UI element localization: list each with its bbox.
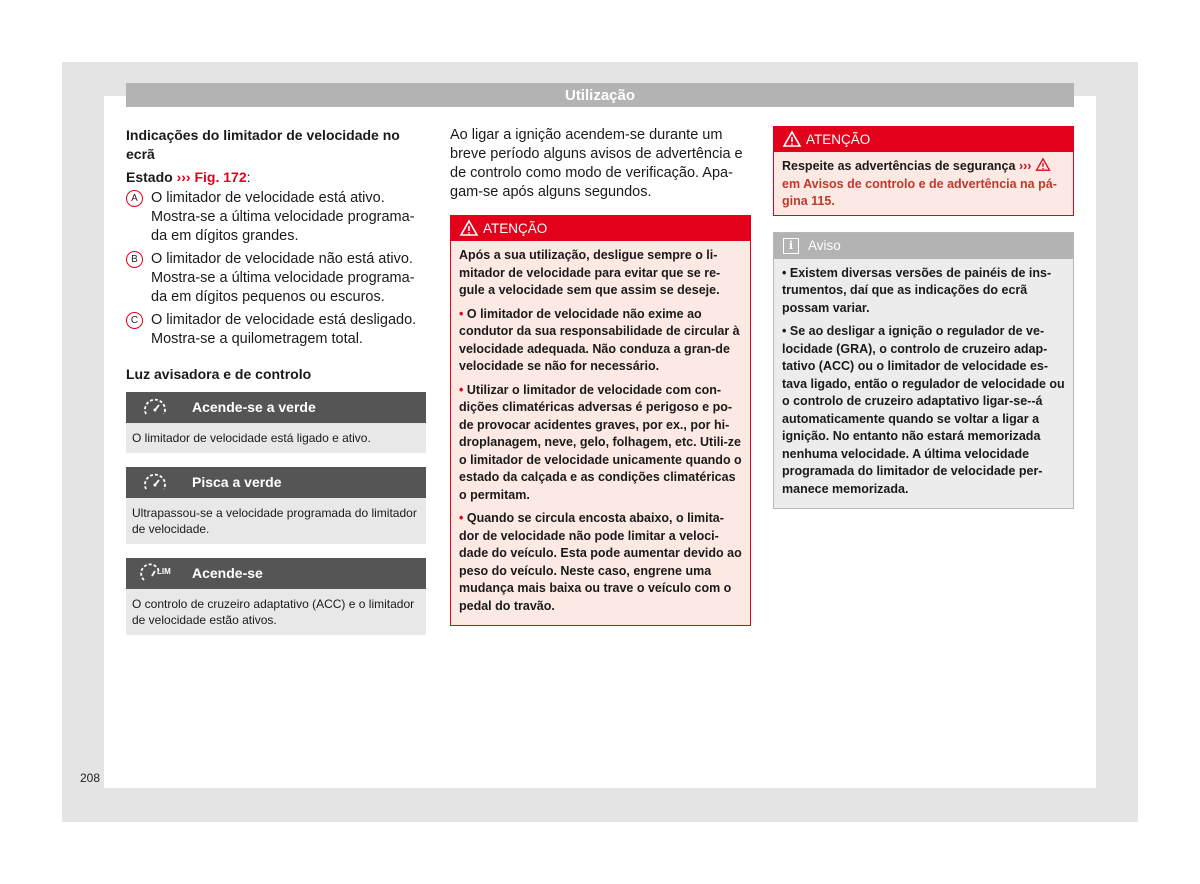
column-middle — [450, 126, 751, 626]
column-right — [773, 126, 1074, 509]
warning-box — [773, 126, 1074, 216]
badge-b: B — [126, 251, 143, 268]
speedometer-lim-icon — [142, 563, 171, 585]
warning-main-text: Respeite as advertências de segurança — [782, 159, 1016, 173]
intro-paragraph: Ao ligar a ignição acendem-se durante um breve período alguns avisos de advertência e de controlo como modo de verificação. Apa-gam-se após alguns segundos. — [450, 127, 743, 200]
speedometer-icon — [142, 397, 168, 419]
warning-bullet-text: Utilizar o limitador de velocidade com con-dições climatéricas adversas é perigoso e po-de provocar acidentes graves, por ex., por hi-droplanagem, neve, gelo, folhagem, etc. Utili-ze o limitador de velocidade unicamente quando o estado da calçada e as condições climatéricas o permitam. — [459, 382, 742, 502]
page-number: 208 — [80, 771, 101, 785]
note-box — [773, 232, 1074, 510]
warning-arrows: ››› — [1018, 159, 1032, 173]
warning-bullet — [459, 306, 742, 376]
warning-bullet — [459, 510, 742, 615]
estado-label: Estado — [126, 169, 173, 185]
note-title: Aviso — [808, 237, 841, 253]
badge-c: C — [126, 312, 143, 329]
estado-line — [126, 168, 426, 187]
warning-title: ATENÇÃO — [483, 221, 548, 236]
svg-text:LIM: LIM — [157, 567, 171, 576]
warning-triangle-icon — [1035, 158, 1051, 171]
indicator-description: O controlo de cruzeiro adaptativo (ACC) e o limitador de velocidade estão ativos. — [126, 589, 426, 635]
indicator-title: Acende-se — [192, 565, 263, 581]
list-item-text: O limitador de velocidade não está ativo. Mostra-se a última velocidade programa-da em dígitos pequenos ou escuros. — [151, 251, 415, 305]
indicator-description: Ultrapassou-se a velocidade programada do limitador de velocidade. — [126, 498, 426, 544]
list-item — [126, 250, 426, 307]
note-bullet: • Existem diversas versões de painéis de ins-trumentos, daí que as indicações do ecrã possam variar. — [782, 265, 1052, 315]
list-item-text: O limitador de velocidade está desligado. Mostra-se a quilometragem total. — [151, 312, 417, 347]
indicator-title: Acende-se a verde — [192, 399, 316, 415]
list-item — [126, 311, 426, 349]
warning-bullet-text: Quando se circula encosta abaixo, o limita-dor de velocidade não pode limitar a veloci-dade do veículo. Esta pode aumentar devido ao peso do veículo. Neste caso, engrene uma mudança mais baixa ou trave o veículo com o pedal do travão. — [459, 511, 742, 613]
list-item-text: O limitador de velocidade está ativo. Mostra-se a última velocidade programa-da em dígitos grandes. — [151, 190, 415, 244]
speedometer-icon — [142, 472, 168, 494]
warning-triangle-icon — [460, 220, 478, 236]
warning-box — [450, 215, 751, 626]
estado-colon: : — [246, 169, 251, 185]
safety-reference-link[interactable]: em Avisos de controlo e de advertência na pá-gina 115. — [782, 176, 1057, 208]
bullet-icon: • — [459, 382, 464, 397]
warning-bullet-text: O limitador de velocidade não exime ao condutor da sua responsabilidade de circular à velocidade adequada. Não conduza a gran-de velocidade se não for necessário. — [459, 306, 740, 373]
note-bullet-text: Existem diversas versões de painéis de ins-trumentos, daí que as indicações do ecrã possam variar. — [782, 265, 1052, 315]
column-left — [126, 126, 426, 649]
info-icon: i — [783, 238, 799, 254]
bullet-icon: • — [459, 306, 464, 321]
indicator-header — [126, 392, 426, 423]
warning-body — [451, 241, 750, 625]
bullet-icon: • — [459, 511, 464, 525]
note-body — [774, 259, 1073, 509]
section-header: Utilização — [126, 83, 1074, 107]
warning-lights-heading: Luz avisadora e de controlo — [126, 366, 312, 382]
indicator-title: Pisca a verde — [192, 474, 282, 490]
badge-a: A — [126, 190, 143, 207]
note-header — [774, 233, 1073, 259]
display-indications-heading: Indicações do limitador de velocidade no ecrã — [126, 127, 400, 162]
warning-header — [774, 127, 1073, 152]
indicator-header — [126, 467, 426, 498]
figure-reference-link[interactable]: Fig. 172 — [194, 169, 247, 185]
estado-arrows: ››› — [176, 169, 191, 185]
warning-title: ATENÇÃO — [806, 132, 871, 147]
warning-header — [451, 216, 750, 241]
warning-bullet — [459, 382, 742, 505]
list-item — [126, 189, 426, 246]
warning-body — [774, 152, 1073, 215]
warning-triangle-icon — [783, 131, 801, 147]
note-bullet-text: Se ao desligar a ignição o regulador de ve-locidade (GRA), o controlo de cruzeiro adap-tativo (ACC) ou o limitador de velocidade es-tava ligado, então o regulador de velocidade ou o controlo de cruzeiro adaptativo ligar-se--á automaticamente quando se voltar a ligar a ignição. No entanto não estará memorizada nenhuma velocidade. A última velocidade programada do limitador de velocidade per-manece memorizada. — [782, 324, 1065, 496]
indicator-description: O limitador de velocidade está ligado e ativo. — [126, 423, 426, 453]
warning-lead: Após a sua utilização, desligue sempre o li-mitador de velocidade para evitar que se re-gule a velocidade sem que assim se deseje. — [459, 248, 721, 297]
note-bullet: • Se ao desligar a ignição o regulador de ve-locidade (GRA), o controlo de cruzeiro adap-tativo (ACC) ou o limitador de velocidade es-tava ligado, então o regulador de velocidade ou o controlo de cruzeiro adaptativo ligar-se--á automaticamente quando se voltar a ligar a ignição. No entanto não estará memorizada nenhuma velocidade. A última velocidade programada do limitador de velocidade per-manece memorizada. — [782, 324, 1065, 496]
indicator-header — [126, 558, 426, 589]
